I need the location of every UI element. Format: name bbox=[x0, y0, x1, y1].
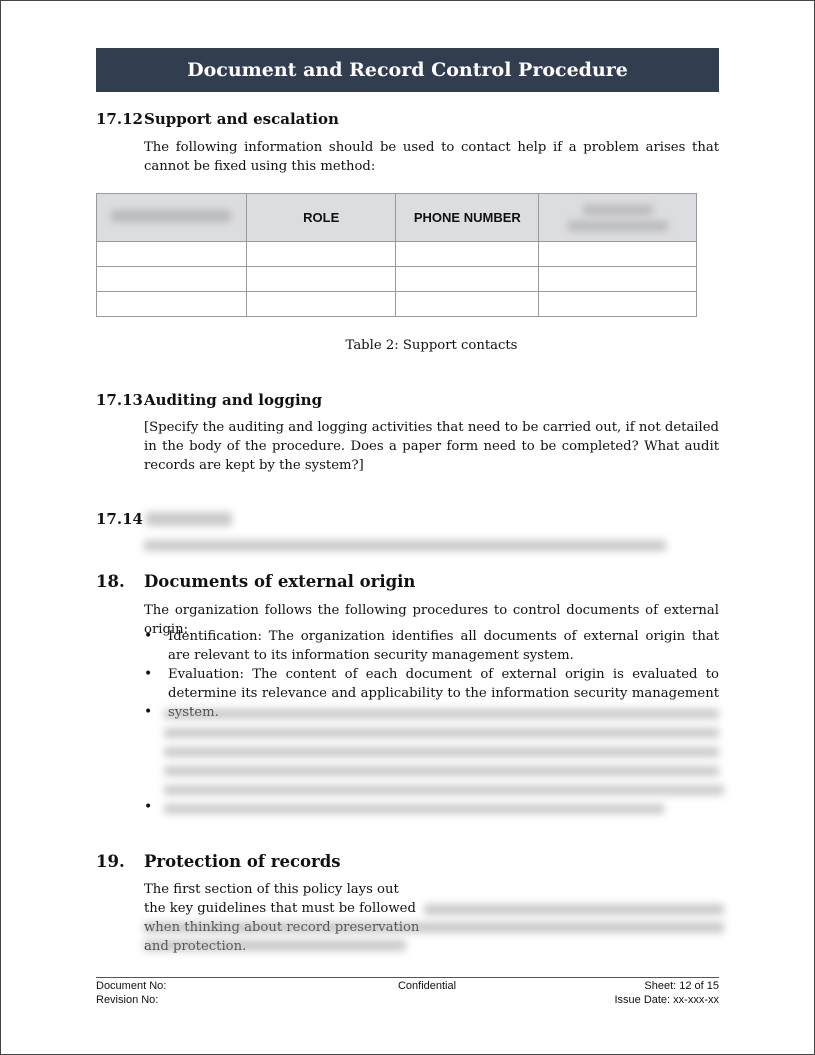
footer-sheet: Sheet: 12 of 15 bbox=[644, 980, 719, 992]
document-title-banner bbox=[96, 48, 719, 92]
section-18-heading bbox=[96, 572, 415, 591]
redacted-text bbox=[424, 904, 724, 915]
section-number: 17.13 bbox=[96, 391, 143, 409]
external-docs-list bbox=[144, 627, 719, 722]
support-contacts-table bbox=[96, 193, 697, 317]
redacted-text bbox=[144, 922, 724, 933]
redacted-header bbox=[568, 221, 668, 231]
table-caption: Table 2: Support contacts bbox=[345, 338, 518, 353]
section-title: Support and escalation bbox=[144, 110, 339, 128]
footer-issue-date: Issue Date: xx-xxx-xx bbox=[614, 994, 719, 1006]
section-19-heading bbox=[96, 852, 341, 871]
footer-classification: Confidential bbox=[397, 980, 457, 992]
table-cell bbox=[396, 292, 539, 317]
table-row bbox=[97, 292, 697, 317]
redacted-text bbox=[164, 804, 664, 814]
section-17-13-text: [Specify the auditing and logging activities that need to be carried out, if not detailed in the body of the procedure. Does a paper form need to be completed? What audit records are kept by the system?] bbox=[144, 420, 719, 473]
bullet-marker: • bbox=[144, 704, 153, 720]
redacted-text bbox=[164, 747, 719, 757]
section-18-intro: The organization follows the following procedures to control documents of external origin: bbox=[144, 603, 719, 637]
list-item: • Evaluation: The content of each document of external origin is evaluated to determine its relevance and applicability to the information security management bbox=[144, 665, 719, 722]
redacted-text bbox=[164, 728, 719, 738]
table-cell bbox=[396, 267, 539, 292]
table-row bbox=[97, 242, 697, 267]
redacted-text bbox=[164, 766, 719, 776]
table-cell bbox=[396, 242, 539, 267]
section-title: Auditing and logging bbox=[144, 391, 323, 409]
redacted-heading bbox=[146, 512, 232, 526]
table-header-cell bbox=[539, 194, 697, 242]
redacted-header bbox=[111, 210, 231, 222]
table-cell bbox=[246, 267, 396, 292]
table-cell bbox=[246, 292, 396, 317]
table-cell bbox=[539, 242, 697, 267]
section-17-13-heading bbox=[96, 391, 322, 409]
table-cell bbox=[97, 242, 247, 267]
document-title: Document and Record Control Procedure bbox=[187, 59, 628, 81]
section-number: 17.14 bbox=[96, 510, 143, 528]
section-17-12-text: The following information should be used to contact help if a problem arises that cannot be fixed using this method: bbox=[144, 140, 719, 174]
section-17-12-heading bbox=[96, 110, 339, 128]
section-19-text: The first section of this policy lays out the key guidelines that must be followed bbox=[144, 882, 416, 916]
section-number: 18. bbox=[96, 572, 125, 591]
section-title: Protection of records bbox=[144, 852, 341, 871]
list-item: • Identification: The organization identifies all documents of external origin that are relevant to its information security management system. bbox=[144, 627, 719, 665]
footer-rule bbox=[96, 977, 719, 978]
redacted-text bbox=[144, 540, 666, 551]
table-header-cell bbox=[97, 194, 247, 242]
redacted-text bbox=[144, 940, 406, 951]
table-cell bbox=[539, 267, 697, 292]
redacted-text bbox=[164, 709, 719, 719]
table-cell bbox=[246, 242, 396, 267]
table-header-cell: PHONE NUMBER bbox=[396, 194, 539, 242]
footer-document-no: Document No: bbox=[96, 980, 167, 992]
section-number: 17.12 bbox=[96, 110, 143, 128]
bullet-marker: • bbox=[144, 799, 153, 815]
redacted-text bbox=[164, 785, 724, 795]
footer-revision-no: Revision No: bbox=[96, 994, 159, 1006]
table-row bbox=[97, 267, 697, 292]
table-header-cell: ROLE bbox=[246, 194, 396, 242]
table-cell bbox=[97, 292, 247, 317]
section-number: 19. bbox=[96, 852, 125, 871]
table-cell bbox=[539, 292, 697, 317]
redacted-header bbox=[583, 205, 653, 215]
table-header-row bbox=[97, 194, 697, 242]
table-cell bbox=[97, 267, 247, 292]
section-17-14-heading bbox=[96, 510, 144, 528]
section-title: Documents of external origin bbox=[144, 572, 416, 591]
